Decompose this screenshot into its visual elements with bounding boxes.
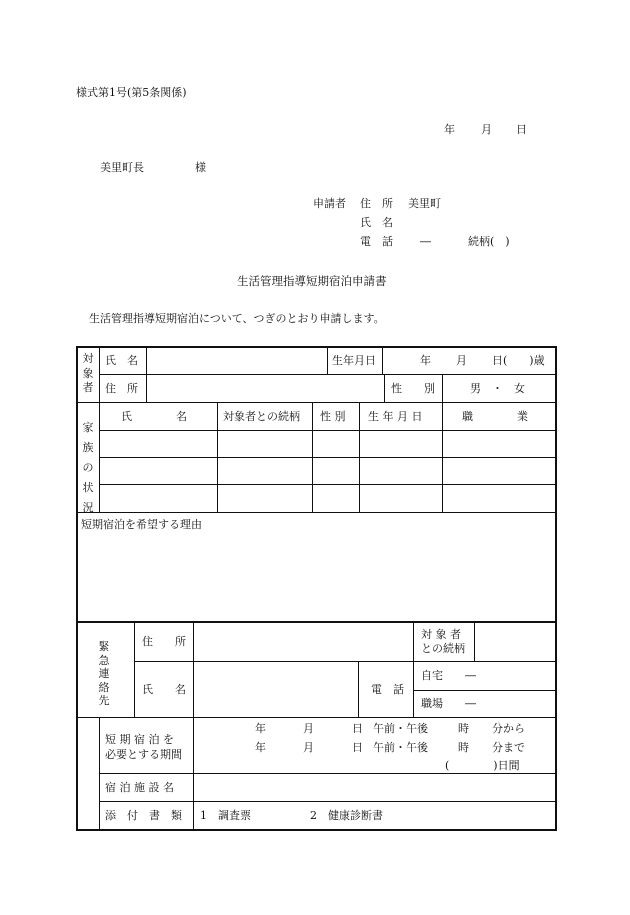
document-title: 生活管理指導短期宿泊申請書: [237, 274, 387, 288]
period-from-year: 年: [255, 722, 266, 735]
family-header-job: 職 業: [462, 410, 528, 423]
date-day: 日: [516, 123, 527, 136]
period-to-ampm: 午前・午後: [373, 741, 428, 754]
subject-birth-year: 年: [420, 354, 431, 367]
subject-sex-label: 性 別: [391, 382, 435, 395]
attachment-item-2: 2 健康診断書: [310, 809, 383, 822]
emergency-relation-label-1: 対 象 者: [421, 628, 461, 641]
subject-birth-month: 月: [456, 354, 467, 367]
emergency-section-label: 緊急連絡先: [98, 640, 110, 707]
emergency-relation-label-2: との続柄: [421, 642, 465, 655]
period-to-month: 月: [303, 741, 314, 754]
reason-label: 短期宿泊を希望する理由: [81, 518, 202, 531]
period-from-month: 月: [303, 722, 314, 735]
facility-label: 宿 泊 施 設 名: [105, 781, 174, 794]
subject-birth-label: 生年月日: [332, 354, 376, 367]
addressee: 美里町長: [100, 161, 144, 174]
family-header-sex: 性 別: [320, 410, 346, 423]
period-label-1: 短 期 宿 泊 を: [105, 733, 174, 746]
attachments-label: 添 付 書 類: [105, 809, 182, 822]
subject-birth-day-age: 日( )歳: [492, 354, 545, 367]
family-header-name: 氏 名: [121, 410, 187, 423]
emergency-home-phone: 自宅 ―: [421, 669, 476, 682]
subject-section-label: 対象者: [82, 352, 94, 394]
period-days: ( )日間: [445, 759, 520, 772]
applicant-relation: 続柄( ): [468, 235, 510, 248]
period-to-year: 年: [255, 741, 266, 754]
intro-text: 生活管理指導短期宿泊について、つぎのとおり申請します。: [89, 312, 385, 325]
date-month: 月: [481, 123, 492, 136]
applicant-address-value: 美里町: [408, 197, 441, 210]
subject-name-label: 氏 名: [105, 354, 138, 367]
family-section-label: 家族の状況: [82, 421, 94, 514]
emergency-phone-label: 電 話: [371, 683, 404, 696]
applicant-label: 申請者: [313, 197, 346, 210]
date-year: 年: [444, 123, 455, 136]
honorific: 様: [195, 161, 206, 174]
period-from-suffix: 分から: [492, 722, 525, 735]
form-number: 様式第1号(第5条関係): [76, 86, 187, 99]
period-from-day: 日: [352, 722, 363, 735]
applicant-phone-label: 電 話: [360, 235, 393, 248]
period-from-ampm: 午前・午後: [373, 722, 428, 735]
attachment-item-1: 1 調査票: [200, 809, 251, 822]
period-to-day: 日: [352, 741, 363, 754]
period-to-hour: 時: [458, 741, 469, 754]
emergency-address-label: 住 所: [142, 635, 186, 648]
applicant-phone-dash: ―: [420, 235, 431, 248]
period-from-hour: 時: [458, 722, 469, 735]
period-label-2: 必要とする期間: [105, 748, 182, 761]
applicant-address-label: 住 所: [360, 197, 393, 210]
family-header-birth: 生 年 月 日: [368, 410, 423, 423]
applicant-name-label: 氏 名: [360, 216, 393, 229]
period-to-suffix: 分まで: [492, 741, 525, 754]
emergency-work-phone: 職場 ―: [421, 697, 476, 710]
family-header-relation: 対象者との続柄: [223, 410, 300, 423]
subject-sex-options: 男 ・ 女: [470, 382, 525, 395]
emergency-name-label: 氏 名: [142, 683, 186, 696]
subject-address-label: 住 所: [105, 382, 138, 395]
